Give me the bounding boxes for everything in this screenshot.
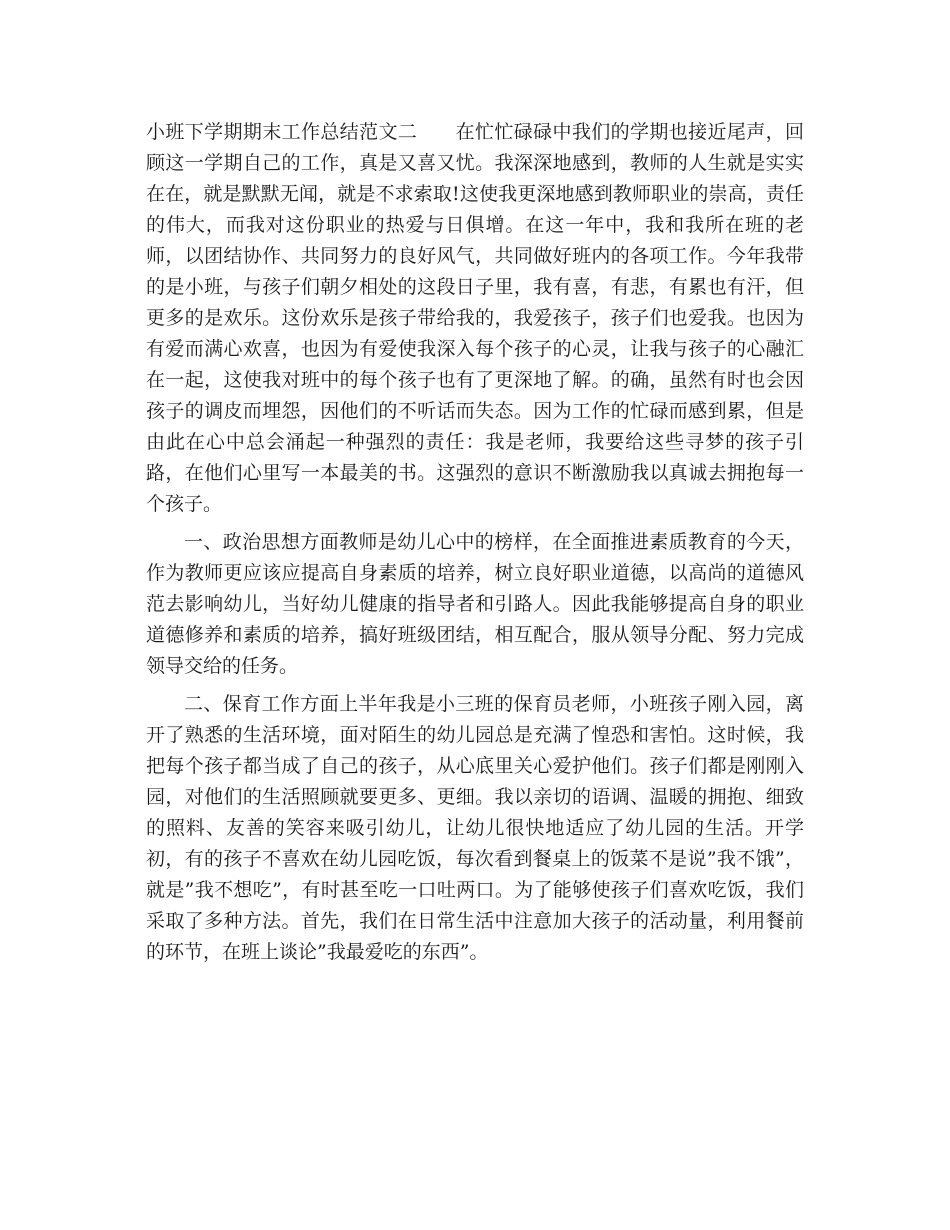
first-paragraph: [146, 117, 804, 520]
document-title: 小班下学期期末工作总结范文二: [146, 121, 418, 143]
paragraph-care: 二、保育工作方面上半年我是小三班的保育员老师，小班孩子刚入园，离开了熟悉的生活环境，面对陌生的幼儿园总是充满了惶恐和害怕。这时候，我把每个孩子都当成了自己的孩子，从心底里关心爱护他们。孩子们都是刚刚入园，对他们的生活照顾就要更多、更细。我以亲切的语调、温暖的拥抱、细致的照料、友善的笑容来吸引幼儿，让幼儿很快地适应了幼儿园的生活。开学初，有的孩子不喜欢在幼儿园吃饭，每次看到餐桌上的饭菜不是说”我不饿”，就是”我不想吃”，有时甚至吃一口吐两口。为了能够使孩子们喜欢吃饭，我们采取了多种方法。首先，我们在日常生活中注意加大孩子的活动量，利用餐前的环节，在班上谈论”我最爱吃的东西”。: [146, 693, 804, 963]
paragraph-political: 一、政治思想方面教师是幼儿心中的榜样，在全面推进素质教育的今天，作为教师更应该应提高自身素质的培养，树立良好职业道德，以高尚的道德风范去影响幼儿，当好幼儿健康的指导者和引路人。因此我能够提高自身的职业道德修养和素质的培养，搞好班级团结，相互配合，服从领导分配、努力完成领导交给的任务。: [146, 531, 804, 677]
paragraph-intro: 在忙忙碌碌中我们的学期也接近尾声，回顾这一学期自己的工作，真是又喜又忧。我深深地感到，教师的人生就是实实在在，就是默默无闻，就是不求索取!这使我更深地感到教师职业的崇高，责任的伟大，而我对这份职业的热爱与日俱增。在这一年中，我和我所在班的老师，以团结协作、共同努力的良好风气，共同做好班内的各项工作。今年我带的是小班，与孩子们朝夕相处的这段日子里，我有喜，有悲，有累也有汗，但更多的是欢乐。这份欢乐是孩子带给我的，我爱孩子，孩子们也爱我。也因为有爱而满心欢喜，也因为有爱使我深入每个孩子的心灵，让我与孩子的心融汇在一起，这使我对班中的每个孩子也有了更深地了解。的确，虽然有时也会因孩子的调皮而埋怨，因他们的不听话而失态。因为工作的忙碌而感到累，但是由此在心中总会涌起一种强烈的责任：我是老师，我要给这些寻梦的孩子引路，在他们心里写一本最美的书。这强烈的意识不断激励我以真诚去拥抱每一个孩子。: [146, 121, 804, 515]
document-body: [146, 117, 804, 968]
